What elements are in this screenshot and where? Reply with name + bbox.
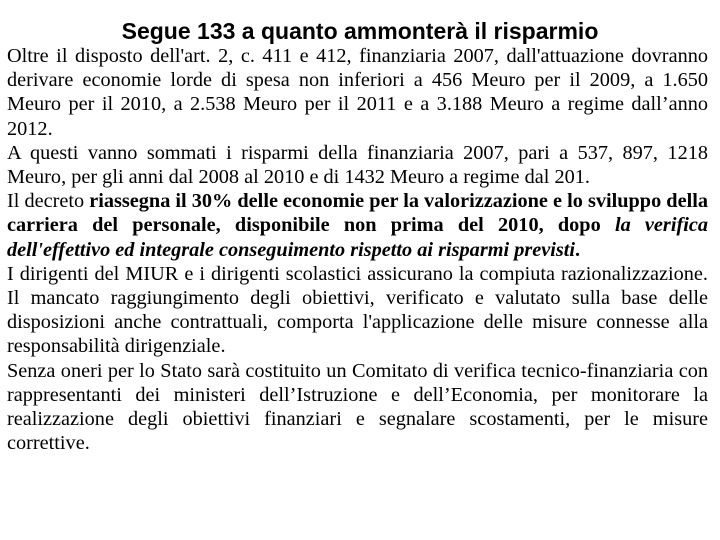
paragraph-dirigenti: I dirigenti del MIUR e i dirigenti scolastici assicurano la compiuta razionalizzazione. Il mancato raggiungimento degli obiettivi, verificato e valutato sulla base delle disposizioni anche contrattuali, comporta l'applicazione delle misure connesse alla responsabilità dirigenziale. — [7, 262, 708, 358]
paragraph-lead-text: Il decreto — [7, 190, 90, 213]
paragraph-finanziaria-2007: A questi vanno sommati i risparmi della finanziaria 2007, pari a 537, 897, 1218 Meuro, per gli anni dal 2008 al 2010 e di 1432 Meuro a regime dal 201. — [7, 141, 708, 189]
paragraph-budget-savings: Oltre il disposto dell'art. 2, c. 411 e 412, finanziaria 2007, dall'attuazione dovranno derivare economie lorde di spesa non inferiori a 456 Meuro per il 2009, a 1.650 Meuro per il 2010, a 2.538 Meuro per il 2011 e a 3.188 Meuro a regime dall’anno 2012. — [7, 45, 708, 140]
paragraph-decree-30-percent — [7, 189, 708, 262]
slide-body — [7, 44, 708, 455]
paragraph-comitato: Senza oneri per lo Stato sarà costituito un Comitato di verifica tecnico-finanziaria con rappresentanti dei ministeri dell’Istruzione e dell’Economia, per monitorare la realizzazione degli obiettivi finanziari e segnalare scostamenti, per le misure correttive. — [7, 359, 708, 455]
paragraph-end-text: . — [575, 238, 581, 261]
slide-title: Segue 133 a quanto ammonterà il risparmio — [121, 18, 599, 44]
paragraph-italic-text: la verifica dell'effettivo ed integrale conseguimento rispetto ai risparmi previsti — [7, 214, 708, 261]
paragraph-bold-text: riassegna il 30% delle economie per la valorizzazione e lo sviluppo della carriera del personale, disponibile non prima del 2010, dopo — [7, 190, 708, 237]
